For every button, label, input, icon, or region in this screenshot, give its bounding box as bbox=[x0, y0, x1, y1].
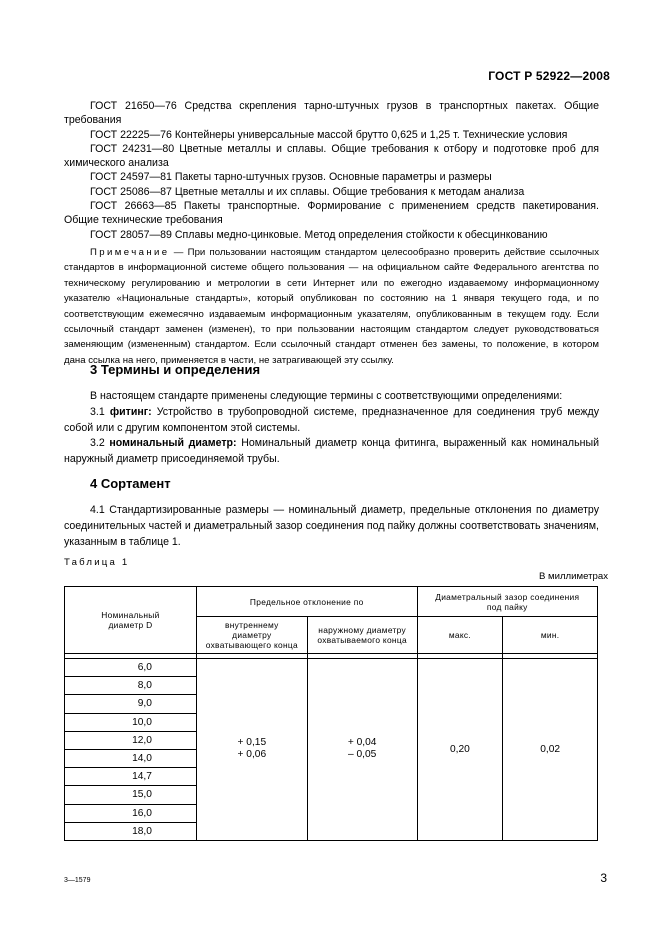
term-number: 3.2 bbox=[90, 437, 110, 450]
print-code: 3—1579 bbox=[64, 877, 91, 884]
term-3-2 bbox=[64, 436, 599, 468]
diameter-cell: 10,0 bbox=[65, 713, 197, 731]
term-definition: Устройство в трубопроводной системе, предназначенное для соединения труб между собой или с другим компонентом этой системы. bbox=[64, 405, 599, 434]
table-caption: Таблица 1 bbox=[64, 557, 130, 568]
term-name: фитинг: bbox=[109, 405, 152, 418]
reference-item: ГОСТ 25086—87 Цветные металлы и их сплавы. Общие требования к методам анализа bbox=[90, 185, 525, 198]
reference-item: ГОСТ 24231—80 Цветные металлы и сплавы. Общие требования к отбору и подготовке проб для химического анализа bbox=[64, 142, 599, 170]
table-units: В миллиметрах bbox=[538, 571, 608, 582]
diameter-cell: 12,0 bbox=[65, 731, 197, 749]
section-3-intro: В настоящем стандарте применены следующие термины с соответствующими определениями: bbox=[90, 390, 563, 402]
diameter-cell: 9,0 bbox=[65, 695, 197, 713]
note-paragraph bbox=[64, 245, 599, 368]
reference-item: ГОСТ 22225—76 Контейнеры универсальные массой брутто 0,625 и 1,25 т. Технические условия bbox=[90, 128, 568, 141]
reference-item: ГОСТ 26663—85 Пакеты транспортные. Формирование с применением средств пакетирования. Общие технические требования bbox=[64, 200, 599, 227]
reference-item: ГОСТ 24597—81 Пакеты тарно-штучных грузов. Основные параметры и размеры bbox=[90, 171, 492, 184]
outer-deviation-lower: – 0,05 bbox=[347, 749, 377, 761]
header-max: макс. bbox=[417, 617, 503, 654]
inner-deviation-upper: + 0,15 bbox=[237, 737, 267, 749]
section-4-title: 4 Сортамент bbox=[90, 476, 171, 491]
diameter-cell: 16,0 bbox=[65, 804, 197, 822]
section-3-title: 3 Термины и определения bbox=[90, 362, 261, 377]
diameter-cell: 15,0 bbox=[65, 786, 197, 804]
header-outer-diameter: наружному диаметру охватываемого конца bbox=[307, 617, 417, 654]
term-name: номинальный диаметр: bbox=[109, 437, 237, 450]
note-text: — При пользовании настоящим стандартом целесообразно проверить действие ссылочных стандартов в информационной системе общего пользования — на официальном сайте Федерального агентства по техническому регулированию и метрологии в сети Интернет или по ежегодно издаваемому информационному указателю «Национальные стандарты», который опубликован по состоянию на 1 января текущего года, и по соответствующим ежемесячно издаваемым информационным указателям, опубликованным в текущем году. Если ссылочный стандарт заменен (изменен), то при пользовании настоящим стандартом следует руководствоваться заменяющим (измененным) стандартом. Если ссылочный стандарт отменен без замены, то положение, в котором дана ссылка на него, применяется в части, не затрагивающей эту ссылку. bbox=[64, 247, 599, 366]
reference-item: ГОСТ 28057—89 Сплавы медно-цинковые. Метод определения стойкости к обесцинкованию bbox=[90, 228, 548, 241]
diameter-cell: 14,0 bbox=[65, 749, 197, 767]
term-definition: Номинальный диаметр конца фитинга, выраженный как номинальный наружный диаметр присоединяемой трубы. bbox=[64, 437, 599, 466]
diameter-cell: 6,0 bbox=[65, 659, 197, 677]
outer-deviation-cell bbox=[307, 659, 417, 841]
diameter-cell: 18,0 bbox=[65, 822, 197, 840]
header-deviation: Предельное отклонение по bbox=[196, 587, 417, 617]
header-min: мин. bbox=[503, 617, 598, 654]
diameter-cell: 14,7 bbox=[65, 768, 197, 786]
page-number: 3 bbox=[600, 871, 607, 885]
header-gap: Диаметральный зазор соединения под пайку bbox=[417, 587, 597, 617]
section-4-body bbox=[64, 503, 599, 550]
term-number: 3.1 bbox=[90, 405, 110, 418]
diameter-cell: 8,0 bbox=[65, 677, 197, 695]
inner-deviation-cell bbox=[196, 659, 307, 841]
header-nominal-diameter: Номинальный диаметр D bbox=[65, 587, 197, 654]
gap-min-cell: 0,02 bbox=[503, 659, 598, 841]
header-inner-diameter: внутреннему диаметру охватывающего конца bbox=[196, 617, 307, 654]
clause-4-1: 4.1 Стандартизированные размеры — номинальный диаметр, предельные отклонения по диаметру соединительных частей и диаметральный зазор соединения под пайку должны соответствовать значениям, указанным в таблице 1. bbox=[64, 504, 599, 548]
document-code: ГОСТ Р 52922—2008 bbox=[488, 69, 610, 83]
dimensions-table bbox=[64, 586, 598, 841]
inner-deviation-lower: + 0,06 bbox=[237, 749, 267, 761]
outer-deviation-upper: + 0,04 bbox=[347, 737, 377, 749]
note-label: Примечание bbox=[90, 247, 170, 258]
references-list bbox=[64, 99, 599, 242]
reference-item: ГОСТ 21650—76 Средства скрепления тарно-штучных грузов в транспортных пакетах. Общие требования bbox=[64, 100, 599, 127]
term-3-1 bbox=[64, 405, 599, 437]
gap-max-cell: 0,20 bbox=[417, 659, 503, 841]
section-3-body bbox=[64, 389, 599, 468]
